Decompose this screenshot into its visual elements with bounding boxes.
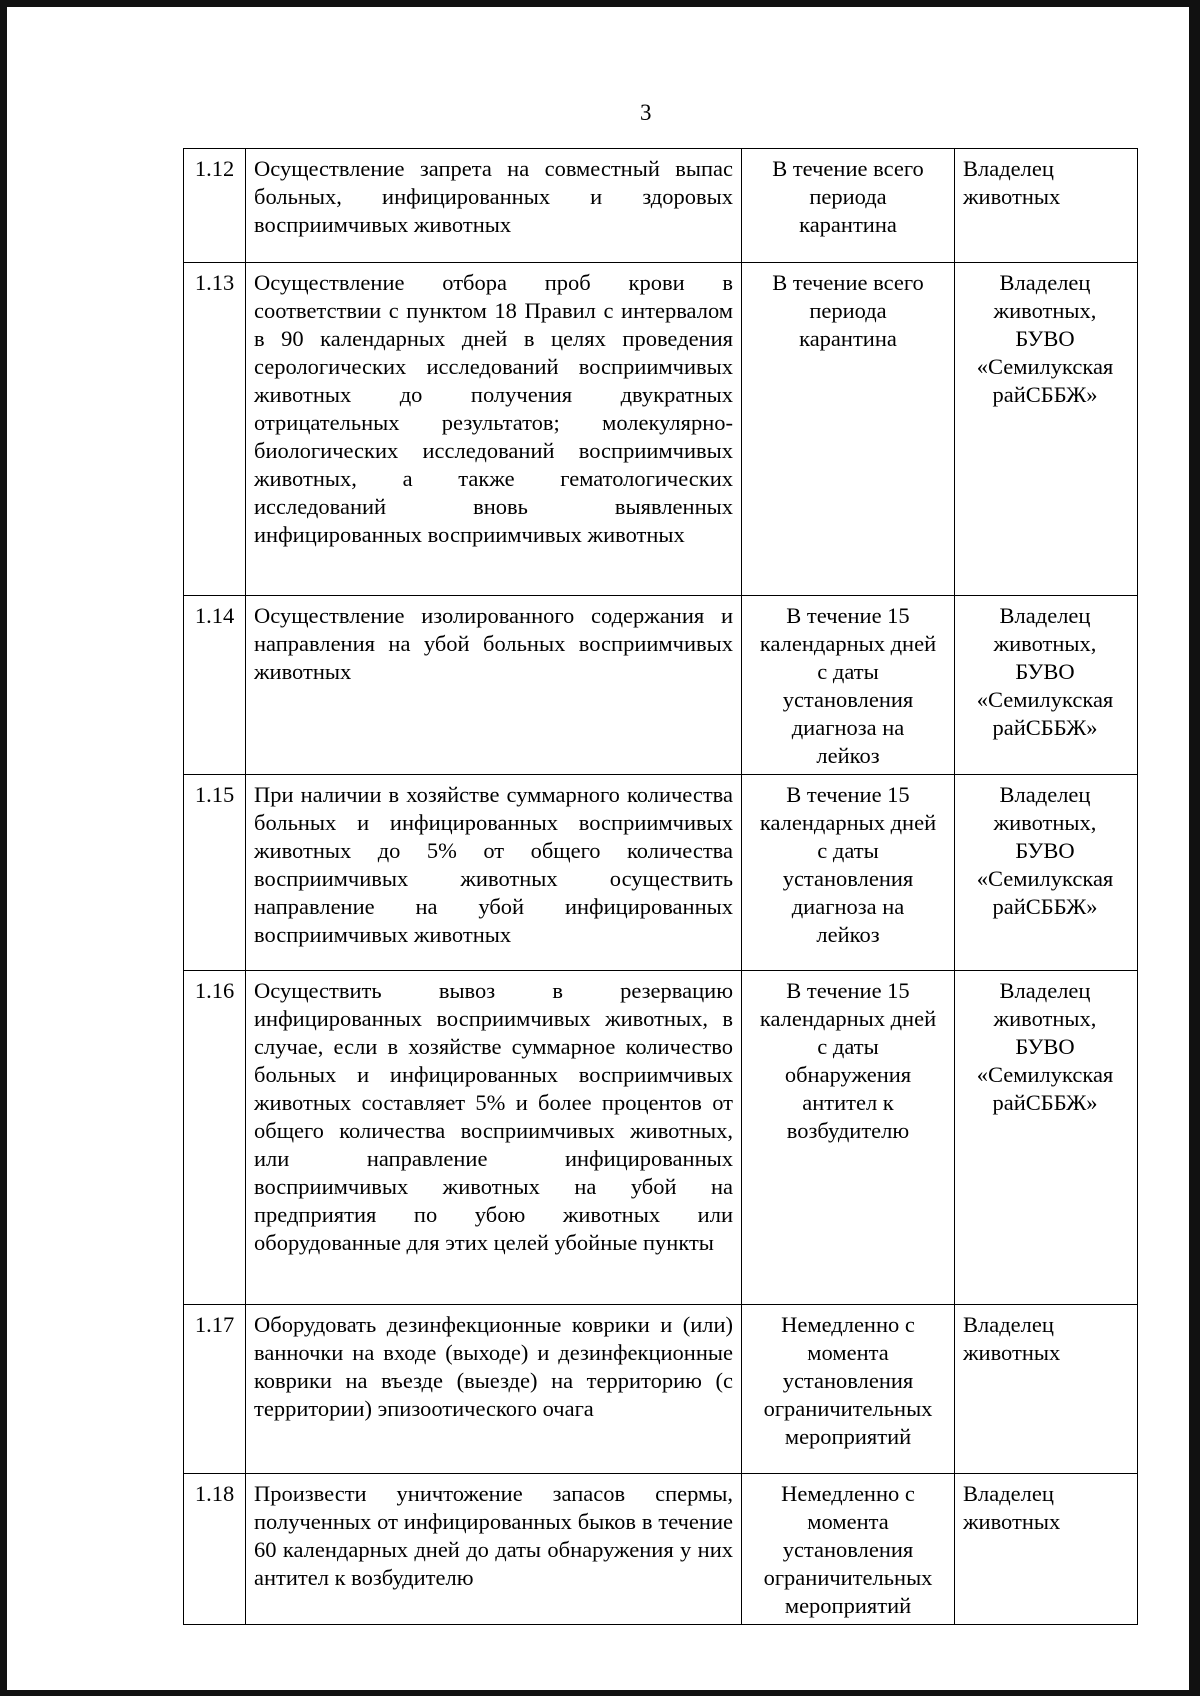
measure-description: Осуществление отбора проб крови в соответствии с пунктом 18 Правил с интервалом в 90 календарных дней в целях проведения серологических исследований восприимчивых животных до получения двукратных отрицательных результатов; молекулярно-биологических исследований восприимчивых животных, а также гематологических исследований вновь выявленных инфицированных восприимчивых животных bbox=[246, 263, 742, 596]
responsible-party: Владелец животных bbox=[955, 1474, 1138, 1625]
table-row bbox=[184, 971, 1138, 1305]
measure-description: Осуществить вывоз в резервацию инфицированных восприимчивых животных, в случае, если в хозяйстве суммарное количество больных и инфицированных восприимчивых животных составляет 5% и более процентов от общего количества восприимчивых животных, или направление инфицированных восприимчивых животных на убой на предприятия по убою животных или оборудованные для этих целей убойные пункты bbox=[246, 971, 742, 1305]
row-number: 1.14 bbox=[184, 596, 246, 775]
table-row bbox=[184, 1305, 1138, 1474]
table-row bbox=[184, 149, 1138, 263]
measure-description: Произвести уничтожение запасов спермы, полученных от инфицированных быков в течение 60 календарных дней до даты обнаружения у них антител к возбудителю bbox=[246, 1474, 742, 1625]
table-row bbox=[184, 1474, 1138, 1625]
responsible-party: Владелец животных bbox=[955, 149, 1138, 263]
measure-description: Осуществление изолированного содержания и направления на убой больных восприимчивых животных bbox=[246, 596, 742, 775]
row-number: 1.16 bbox=[184, 971, 246, 1305]
measure-term: В течение 15 календарных дней с даты установления диагноза на лейкоз bbox=[742, 775, 955, 971]
measure-term: Немедленно с момента установления ограничительных мероприятий bbox=[742, 1474, 955, 1625]
page-number: 3 bbox=[640, 100, 652, 125]
table-row bbox=[184, 775, 1138, 971]
row-number: 1.17 bbox=[184, 1305, 246, 1474]
row-number: 1.12 bbox=[184, 149, 246, 263]
measure-term: В течение всего периода карантина bbox=[742, 149, 955, 263]
responsible-party: Владелец животных, БУВО «Семилукская райСББЖ» bbox=[955, 971, 1138, 1305]
measure-description: При наличии в хозяйстве суммарного количества больных и инфицированных восприимчивых животных до 5% от общего количества восприимчивых животных осуществить направление на убой инфицированных восприимчивых животных bbox=[246, 775, 742, 971]
responsible-party: Владелец животных bbox=[955, 1305, 1138, 1474]
responsible-party: Владелец животных, БУВО «Семилукская райСББЖ» bbox=[955, 775, 1138, 971]
measures-table bbox=[183, 148, 1138, 1625]
measure-term: Немедленно с момента установления ограничительных мероприятий bbox=[742, 1305, 955, 1474]
responsible-party: Владелец животных, БУВО «Семилукская райСББЖ» bbox=[955, 596, 1138, 775]
row-number: 1.13 bbox=[184, 263, 246, 596]
responsible-party: Владелец животных, БУВО «Семилукская райСББЖ» bbox=[955, 263, 1138, 596]
row-number: 1.18 bbox=[184, 1474, 246, 1625]
measure-term: В течение 15 календарных дней с даты обнаружения антител к возбудителю bbox=[742, 971, 955, 1305]
measure-description: Осуществление запрета на совместный выпас больных, инфицированных и здоровых восприимчивых животных bbox=[246, 149, 742, 263]
table-row bbox=[184, 596, 1138, 775]
table-row bbox=[184, 263, 1138, 596]
measure-term: В течение всего периода карантина bbox=[742, 263, 955, 596]
measure-description: Оборудовать дезинфекционные коврики и (или) ванночки на входе (выходе) и дезинфекционные коврики на въезде (выезде) на территорию (с территории) эпизоотического очага bbox=[246, 1305, 742, 1474]
measure-term: В течение 15 календарных дней с даты установления диагноза на лейкоз bbox=[742, 596, 955, 775]
row-number: 1.15 bbox=[184, 775, 246, 971]
